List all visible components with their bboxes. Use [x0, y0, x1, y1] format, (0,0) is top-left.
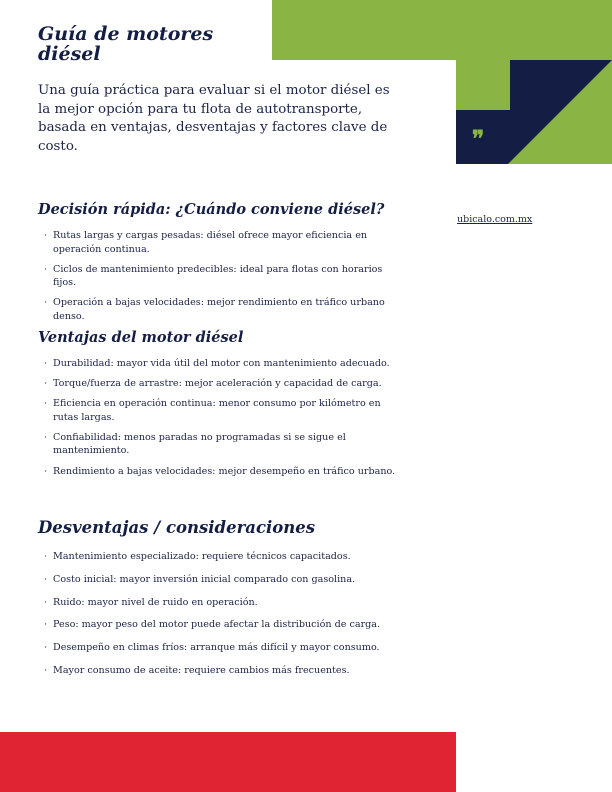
- footer-red-band: [0, 732, 456, 792]
- list-item: · Peso: mayor peso del motor puede afectar la distribución de carga.: [44, 618, 404, 632]
- list-item: · Torque/fuerza de arrastre: mejor aceleración y capacidad de carga.: [44, 377, 404, 391]
- desventajas-list: [44, 550, 404, 687]
- list-item: · Rendimiento a bajas velocidades: mejor desempeño en tráfico urbano.: [44, 465, 404, 479]
- list-item: · Mantenimiento especializado: requiere técnicos capacitados.: [44, 550, 404, 564]
- list-item: · Ciclos de mantenimiento predecibles: ideal para flotas con horarios fijos.: [44, 263, 404, 290]
- list-item: · Ruido: mayor nivel de ruido en operación.: [44, 596, 404, 610]
- section-title-decision: Decisión rápida: ¿Cuándo conviene diésel?: [38, 201, 385, 218]
- website-link[interactable]: ubicalo.com.mx: [457, 214, 533, 225]
- header-green-band: [272, 0, 612, 60]
- list-item: · Operación a bajas velocidades: mejor rendimiento en tráfico urbano denso.: [44, 296, 404, 323]
- list-item: · Eficiencia en operación continua: menor consumo por kilómetro en rutas largas.: [44, 397, 404, 424]
- ventajas-list: [44, 357, 404, 485]
- section-title-ventajas: Ventajas del motor diésel: [38, 329, 244, 346]
- quote-icon: ❜❜: [472, 126, 483, 152]
- section-title-desventajas: Desventajas / consideraciones: [38, 518, 316, 537]
- intro-paragraph: Una guía práctica para evaluar si el motor diésel es la mejor opción para tu flota de autotransporte, basada en ventajas, desventajas y factores clave de costo.: [38, 83, 390, 154]
- list-item: · Rutas largas y cargas pesadas: diésel ofrece mayor eficiencia en operación continua.: [44, 229, 404, 256]
- list-item: · Desempeño en climas fríos: arranque más difícil y mayor consumo.: [44, 641, 404, 655]
- decision-list: [44, 229, 404, 330]
- page-title: Guía de motores diésel: [38, 23, 214, 65]
- list-item: · Mayor consumo de aceite: requiere cambios más frecuentes.: [44, 664, 404, 678]
- list-item: · Durabilidad: mayor vida útil del motor con mantenimiento adecuado.: [44, 357, 404, 371]
- list-item: · Confiabilidad: menos paradas no programadas si se sigue el mantenimiento.: [44, 431, 404, 458]
- list-item: · Costo inicial: mayor inversión inicial comparado con gasolina.: [44, 573, 404, 587]
